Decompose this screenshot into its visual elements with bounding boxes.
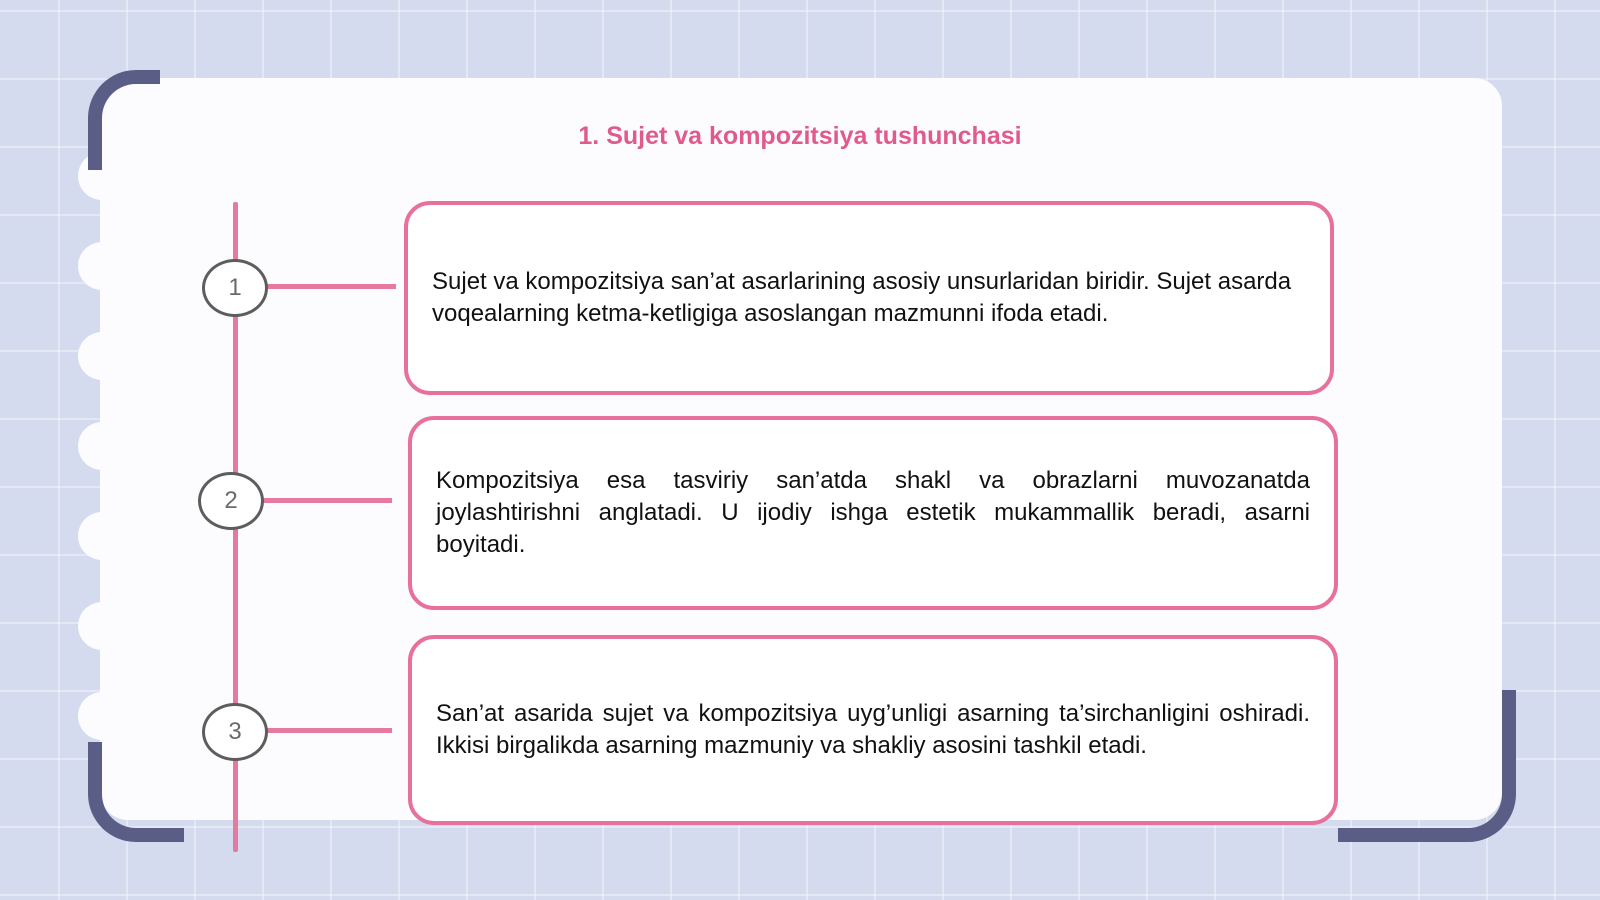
card-scallop [78,512,126,560]
step-number-2: 2 [198,472,264,530]
card-scallop [78,332,126,380]
card-scallop [78,602,126,650]
step-number-3: 3 [202,703,268,761]
card-scallop [78,242,126,290]
content-box-1 [404,201,1334,395]
content-box-3 [408,635,1338,825]
content-text-3: San’at asarida sujet va kompozitsiya uyg’unligi asarning ta’sirchanligini oshiradi. Ikkisi birgalikda asarning mazmuniy va shakliy asosini tashkil etadi. [436,700,1310,759]
timeline-connector [266,728,392,733]
corner-bracket-bottom-right [1338,690,1516,842]
content-box-2 [408,416,1338,610]
card-scallop [78,692,126,740]
step-number-1: 1 [202,259,268,317]
content-text-1: Sujet va kompozitsiya san’at asarlarining asosiy unsurlaridan biridir. Sujet asarda voqealarning ketma-ketligiga asoslangan mazmunni ifoda etadi. [432,268,1292,327]
timeline-connector [262,498,392,503]
corner-bracket-top-left [88,70,160,170]
corner-bracket-bottom-left [88,742,184,842]
slide-title: 1. Sujet va kompozitsiya tushunchasi [578,122,1022,150]
content-text-2: Kompozitsiya esa tasviriy san’atda shakl va obrazlarni muvozanatda joylashtirishni anglatadi. U ijodiy ishga estetik mukammallik beradi, asarni boyitadi. [436,467,1310,558]
timeline-connector [266,284,396,289]
card-scallop [78,422,126,470]
